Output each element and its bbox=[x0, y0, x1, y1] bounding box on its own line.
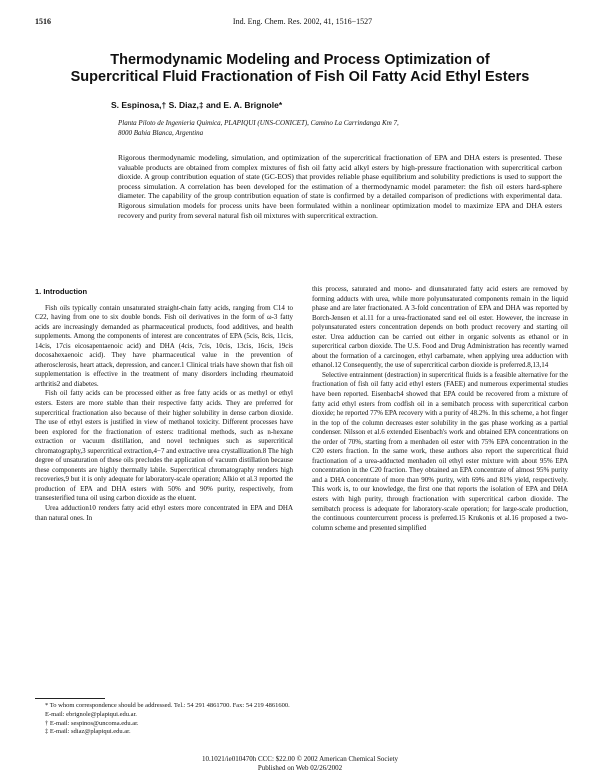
abstract: Rigorous thermodynamic modeling, simulation, and optimization of the supercritical fractionation of EPA and DHA esters is presented. These valuable products are obtained from complex mixtures of fish oil fatty acid alkyl esters by high-pressure fractionation with supercritical carbon dioxide. A group contribution equation of state (GC-EOS) that provides reliable phase equilibrium and solubility predictions is used to support the process simulation. A correlation has been developed for the estimation of a thermodynamic model parameter: the fish oil esters hard-sphere diameter. The capability of the group contribution equation of state is confirmed by a detailed comparison of predictions with experimental data. Rigorous simulation models for process units have been formulated within a nonlinear optimization model to maximize EPA and DHA esters recovery and purity from several natural fish oil mixtures with supercritical extraction. bbox=[118, 153, 562, 220]
article-title bbox=[40, 52, 560, 86]
affiliation-line-1: Planta Piloto de Ingenieria Quimica, PLAPIQUI (UNS-CONICET), Camino La Carrindanga Km 7, bbox=[118, 119, 399, 127]
title-line-1: Thermodynamic Modeling and Process Optimization of bbox=[110, 52, 490, 68]
body-paragraph: Fish oil fatty acids can be processed either as free fatty acids or as methyl or ethyl esters. Esters are more stable than their respective fatty acids. They are preferred for supercritical fractionation also because of their higher solubility in dense carbon dioxide. The use of ethyl esters is justified in view of methanol toxicity. Different processes have been explored for the fractionation of esters: traditional methods, such as n-hexane extraction or vacuum distillation, and novel techniques such as supercritical chromatography,3 supercritical extraction,4−7 and extractive urea crystallization.8 The high degree of unsaturation of these oils precludes the application of vacuum distillation because these components are highly thermally labile. Supercritical chromatography renders high recoveries,9 but it is only adequate for laboratory-scale operation; Alkio et al.3 reported the production of EPA and DHA esters with 50% and 90% purity, respectively, from transesterified tuna oil using carbon dioxide as the eluent. bbox=[35, 389, 293, 503]
page-footer bbox=[0, 755, 600, 772]
affiliation-line-2: 8000 Bahia Blanca, Argentina bbox=[118, 128, 204, 137]
doi-line: 10.1021/ie010470h CCC: $22.00 © 2002 American Chemical Society bbox=[201, 755, 399, 763]
footnote-email-diaz: ‡ E-mail: sdiaz@plapiqui.edu.ar. bbox=[45, 728, 131, 736]
right-column bbox=[312, 285, 568, 533]
author-list: S. Espinosa,† S. Diaz,‡ and E. A. Brignole* bbox=[111, 100, 283, 110]
body-paragraph: Urea adduction10 renders fatty acid ethyl esters more concentrated in EPA and DHA than natural ones. In bbox=[35, 504, 293, 522]
published-line: Published on Web 02/26/2002 bbox=[257, 763, 343, 772]
footnote-email-espinosa: † E-mail: sespinos@uncoma.edu.ar. bbox=[45, 719, 139, 727]
body-paragraph: this process, saturated and mono- and diunsaturated fatty acid esters are removed by forming adducts with urea, while more polyunsaturated components remain in the liquid phase and are later fractionated. A 3-fold concentration of EPA and DHA was reported by Borch-Jensen et al.11 for a urea-fractionated sand eel oil ester. However, the increase in polyunsaturated esters concentration depends on both product recovery and starting oil ester. Urea adduction can be carried out either in organic solvents as ethanol or in supercritical carbon dioxide. The U.S. Food and Drug Administration has recently warned about the formation of a carcinogen, ethyl carbamate, when applying urea adduction with ethanol.12 Consequently, the use of supercritical carbon dioxide is preferred.8,13,14 bbox=[312, 285, 568, 370]
journal-citation: Ind. Eng. Chem. Res. 2002, 41, 1516−1527 bbox=[232, 17, 373, 26]
page-number: 1516 bbox=[35, 17, 51, 26]
footnote-divider bbox=[35, 698, 105, 699]
left-column bbox=[35, 287, 293, 523]
body-paragraph: Selective entrainment (destraction) in supercritical fluids is a feasible alternative for the fractionation of fish oil fatty acid ethyl esters (FAEE) and numerous experimental studies have been reported. Eisenbach4 showed that EPA could be recovered from a mixture of fatty acid ethyl esters from codfish oil in a semibatch process with supercritical carbon dioxide; he reported 77% EPA recovery with a purity of 48.2%. In this scheme, a hot finger in the top of the column decreases ester solubility in the gas phase working as a partial condenser. Nilsson et al.6 extended Eisenbach's work and obtained EPA concentrations on the order of 70%, starting from a menhaden oil ester with 75% EPA concentration in the C20 esters fraction. In the same work, these authors also report the supercritical fluid fractionation of a urea-adducted menhaden oil ethyl ester mixture with about 95% EPA concentration in the C20 fraction. They obtained an EPA concentrate of almost 95% purity and a DHA concentrate of more than 90% purity, with 69% and 81% yield, respectively. This work is, to our knowledge, the first one that reports the isolation of EPA and DHA esters with high purity, through fractionation with supercritical carbon dioxide. The semibatch process is adequate for laboratory-scale operation; for large-scale production, the continuous countercurrent process is preferred.15 Krukonis et al.16 proposed a two-column scheme and presented simplified bbox=[312, 370, 568, 532]
affiliation bbox=[118, 119, 558, 138]
title-line-2: Supercritical Fluid Fractionation of Fish Oil Fatty Acid Ethyl Esters bbox=[70, 69, 530, 85]
body-paragraph: Fish oils typically contain unsaturated straight-chain fatty acids, ranging from C14 to C22, having from one to six double bonds. Fish oil derivatives in the form of ω-3 fatty acids are increasingly demanded as pharmaceutical products, food additives, and health supplements. Among the components of interest are concentrates of EPA (5cis, 8cis, 11cis, 14cis, 17cis eicosapentaenoic acid) and DHA (4cis, 7cis, 10cis, 13cis, 16cis, 19cis docosahexaenoic acid). They have pharmaceutical value in the prevention of atherosclerosis, heart attack, depression, and cancer.1 Clinical trials have shown that fish oil supplementation is effective in the treatment of many disorders including rheumatoid arthritis2 and diabetes. bbox=[35, 303, 293, 388]
section-heading: 1. Introduction bbox=[35, 287, 88, 296]
footnote-corresponding: * To whom correspondence should be addressed. Tel.: 54 291 4861700. Fax: 54 219 4861600. E-mail: ebrignole@plapiqui.edu.ar. bbox=[45, 702, 290, 718]
footnotes bbox=[35, 698, 293, 737]
running-head bbox=[35, 17, 570, 29]
